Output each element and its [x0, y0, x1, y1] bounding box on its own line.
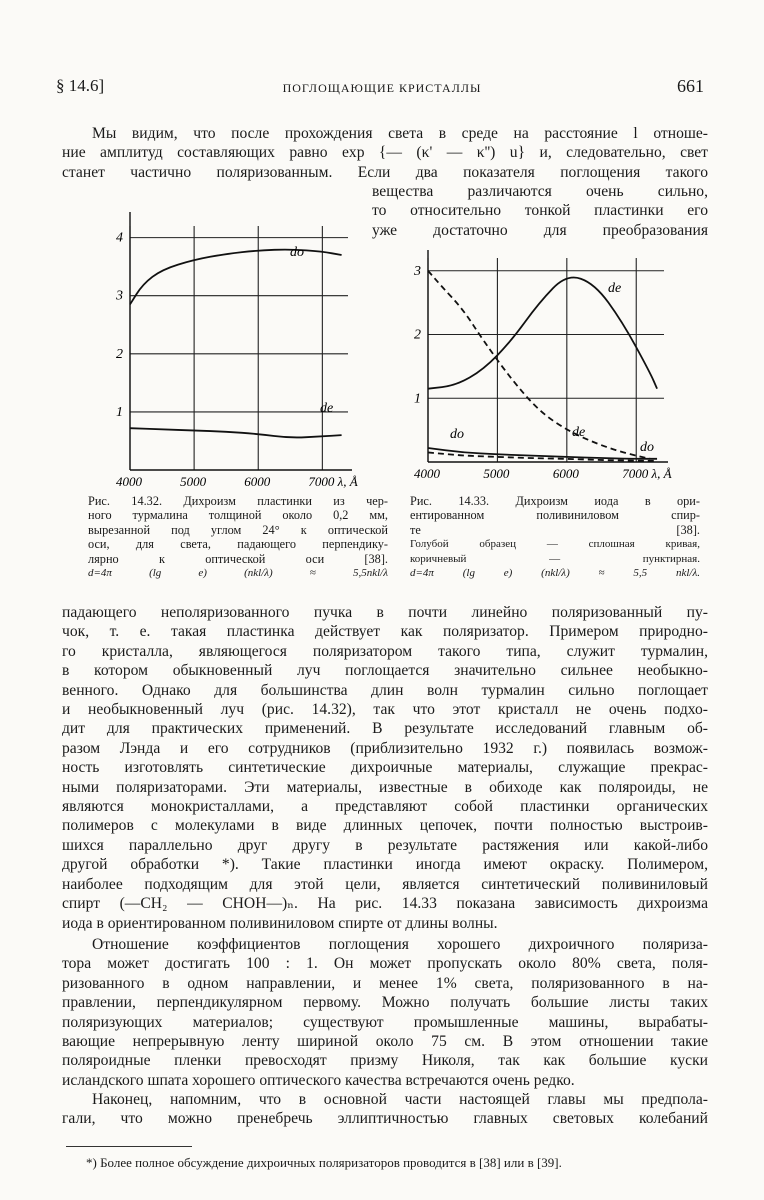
body-paragraph-1: [62, 603, 708, 933]
y-tick-label: 2: [116, 346, 123, 362]
intro-paragraph: [62, 124, 708, 182]
text-line: ными поляризаторами. Эти материалы, известные в обиходе как поляроиды, не: [62, 778, 708, 796]
text-line: ризованного в одном направлении, и менее 1% света, поляризованного в на-: [62, 974, 708, 992]
x-tick-label: 5000: [483, 466, 510, 481]
running-title: ПОГЛОЩАЮЩИЕ КРИСТАЛЛЫ: [282, 81, 482, 95]
text-line: уже достаточно для преобразования: [372, 221, 708, 239]
caption-line: ного турмалина толщиной около 0,2 мм,: [88, 508, 388, 523]
series-label: de: [608, 281, 622, 296]
text-line: ность изготовлять синтетические дихроичные материалы, служащие прекрас-: [62, 759, 708, 777]
text-line: поляроидные пленки превосходят призму Николя, так как большие куски: [62, 1052, 708, 1070]
text-line: Отношение коэффициентов поглощения хорошего дихроичного поляриза-: [92, 936, 708, 953]
figure-14-32-chart: [108, 206, 358, 491]
caption-line: Рис. 14.33. Дихроизм иода в ори-: [410, 494, 700, 508]
caption-note-line: коричневый — пунктирная.: [410, 552, 700, 565]
y-tick-label: 2: [414, 327, 421, 343]
x-tick-label: 4000: [414, 466, 440, 481]
caption-formula: d=4π (lg e) (nkl/λ) ≈ 5,5nkl/λ: [88, 567, 388, 580]
series-label: do: [450, 427, 464, 442]
y-tick-label: 3: [414, 263, 421, 279]
text-line: го кристалла, являющегося поляризатором такого типа, служит турмалин,: [62, 642, 708, 660]
y-tick-label: 1: [116, 404, 123, 420]
text-line: вещества различаются очень сильно,: [372, 183, 708, 200]
text-line: вающие непрерывную ленту шириной около 75 см. В этом отношении такие: [62, 1033, 708, 1051]
caption-line: вырезанной под углом 24° к оптической: [88, 522, 388, 537]
intro-paragraph-wrap: [372, 182, 708, 240]
text-line: дит для практических применений. В результате исследований главным об-: [62, 720, 708, 738]
body-paragraph-2: [62, 935, 708, 1090]
caption-line: те [38].: [410, 522, 700, 537]
section-number: § 14.6]: [56, 76, 105, 95]
text-line: спирт (—CH₂ — CHOH—)ₙ. На рис. 14.33 показана зависимость дихроизма: [62, 895, 708, 913]
text-line: венного. Однако для большинства длин волн турмалин сильно поглощает: [62, 681, 708, 699]
text-line: ние амплитуд составляющих равно exp {— (κ' — κ'') u} и, следовательно, свет: [62, 144, 708, 162]
series-line-2: [428, 448, 657, 459]
text-line: являются монокристаллами, а представляют собой пластинки органических: [62, 798, 708, 816]
x-tick-label: 7000 λ, Å: [308, 474, 358, 489]
text-line: другой обработки *). Такие пластинки иногда имеют окраску. Полимером,: [62, 856, 708, 874]
caption-formula: d=4π (lg e) (nkl/λ) ≈ 5,5 nkl/λ.: [410, 567, 700, 580]
text-line: исландского шпата хорошего оптического качества встречаются очень редко.: [62, 1071, 575, 1089]
text-line: поляризующих материалов; существуют промышленные машины, вырабаты-: [62, 1013, 708, 1031]
y-tick-label: 1: [414, 391, 421, 407]
text-line: станет частично поляризованным. Если два показателя поглощения такого: [62, 163, 708, 181]
caption-line: оси, для света, падающего перпендику-: [88, 537, 388, 552]
footnote-rule: [66, 1146, 192, 1147]
text-line: наиболее подходящим для этой цели, является синтетический поливиниловый: [62, 875, 708, 893]
x-tick-label: 4000: [116, 474, 142, 489]
y-tick-label: 3: [116, 288, 123, 304]
x-tick-label: 5000: [180, 474, 207, 489]
text-line: разом Лэнда и его сотрудников (приблизительно 1932 г.) появилась возмож-: [62, 739, 708, 757]
page-number: 661: [677, 76, 704, 96]
series-line-0: [428, 278, 657, 389]
caption-line: Рис. 14.32. Дихроизм пластинки из чер-: [88, 494, 388, 508]
text-line: чок, т. е. такая пластинка действует как поляризатор. Примером природно-: [62, 623, 708, 641]
text-line: падающего неполяризованного пучка в почти линейно поляризованный пу-: [62, 604, 708, 621]
text-line: иода в ориентированном поливиниловом спирте от длины волны.: [62, 914, 498, 932]
footnote: *) Более полное обсуждение дихроичных поляризаторов проводится в [38] или в [39].: [86, 1155, 562, 1170]
y-tick-label: 4: [116, 230, 123, 246]
body-paragraph-3: [62, 1090, 708, 1129]
x-tick-label: 7000 λ, Å: [622, 466, 672, 481]
series-line-1: [130, 428, 342, 437]
figure-14-33-caption: [410, 494, 700, 580]
series-label: de: [572, 425, 586, 440]
series-label: do: [290, 245, 304, 260]
text-line: правлении, перпендикулярном первому. Можно получать большие листы таких: [62, 994, 708, 1012]
text-line: и необыкновенный луч (рис. 14.32), так что этот кристалл не очень подхо-: [62, 701, 708, 719]
caption-note-line: Голубой образец — сплошная кривая,: [410, 538, 700, 551]
text-line: полимеров с молекулами в виде длинных цепочек, почти полностью выстроив-: [62, 817, 708, 835]
x-tick-label: 6000: [552, 466, 579, 481]
series-label: do: [640, 440, 654, 455]
text-line: Мы видим, что после прохождения света в среде на расстояние l отноше-: [92, 125, 708, 142]
figure-14-32-caption: [88, 494, 388, 580]
text-line: гали, что можно пренебречь эллиптичностью главных световых колебаний: [62, 1110, 708, 1128]
text-line: шихся параллельно друг другу в результате растяжения или какой-либо: [62, 836, 708, 854]
series-label: de: [320, 401, 334, 416]
text-line: тора может достигать 100 : 1. Он может пропускать около 80% света, поля-: [62, 955, 708, 973]
caption-line: лярно к оптической оси [38].: [88, 551, 388, 566]
figure-14-33-chart: [404, 250, 684, 490]
caption-line: ентированном поливиниловом спир-: [410, 508, 700, 523]
text-line: то относительно тонкой пластинки его: [372, 202, 708, 220]
text-line: в котором обыкновенный луч поглощается значительно сильнее необыкно-: [62, 662, 708, 680]
text-line: Наконец, напомним, что в основной части настоящей главы мы предпола-: [92, 1091, 708, 1108]
x-tick-label: 6000: [244, 474, 271, 489]
